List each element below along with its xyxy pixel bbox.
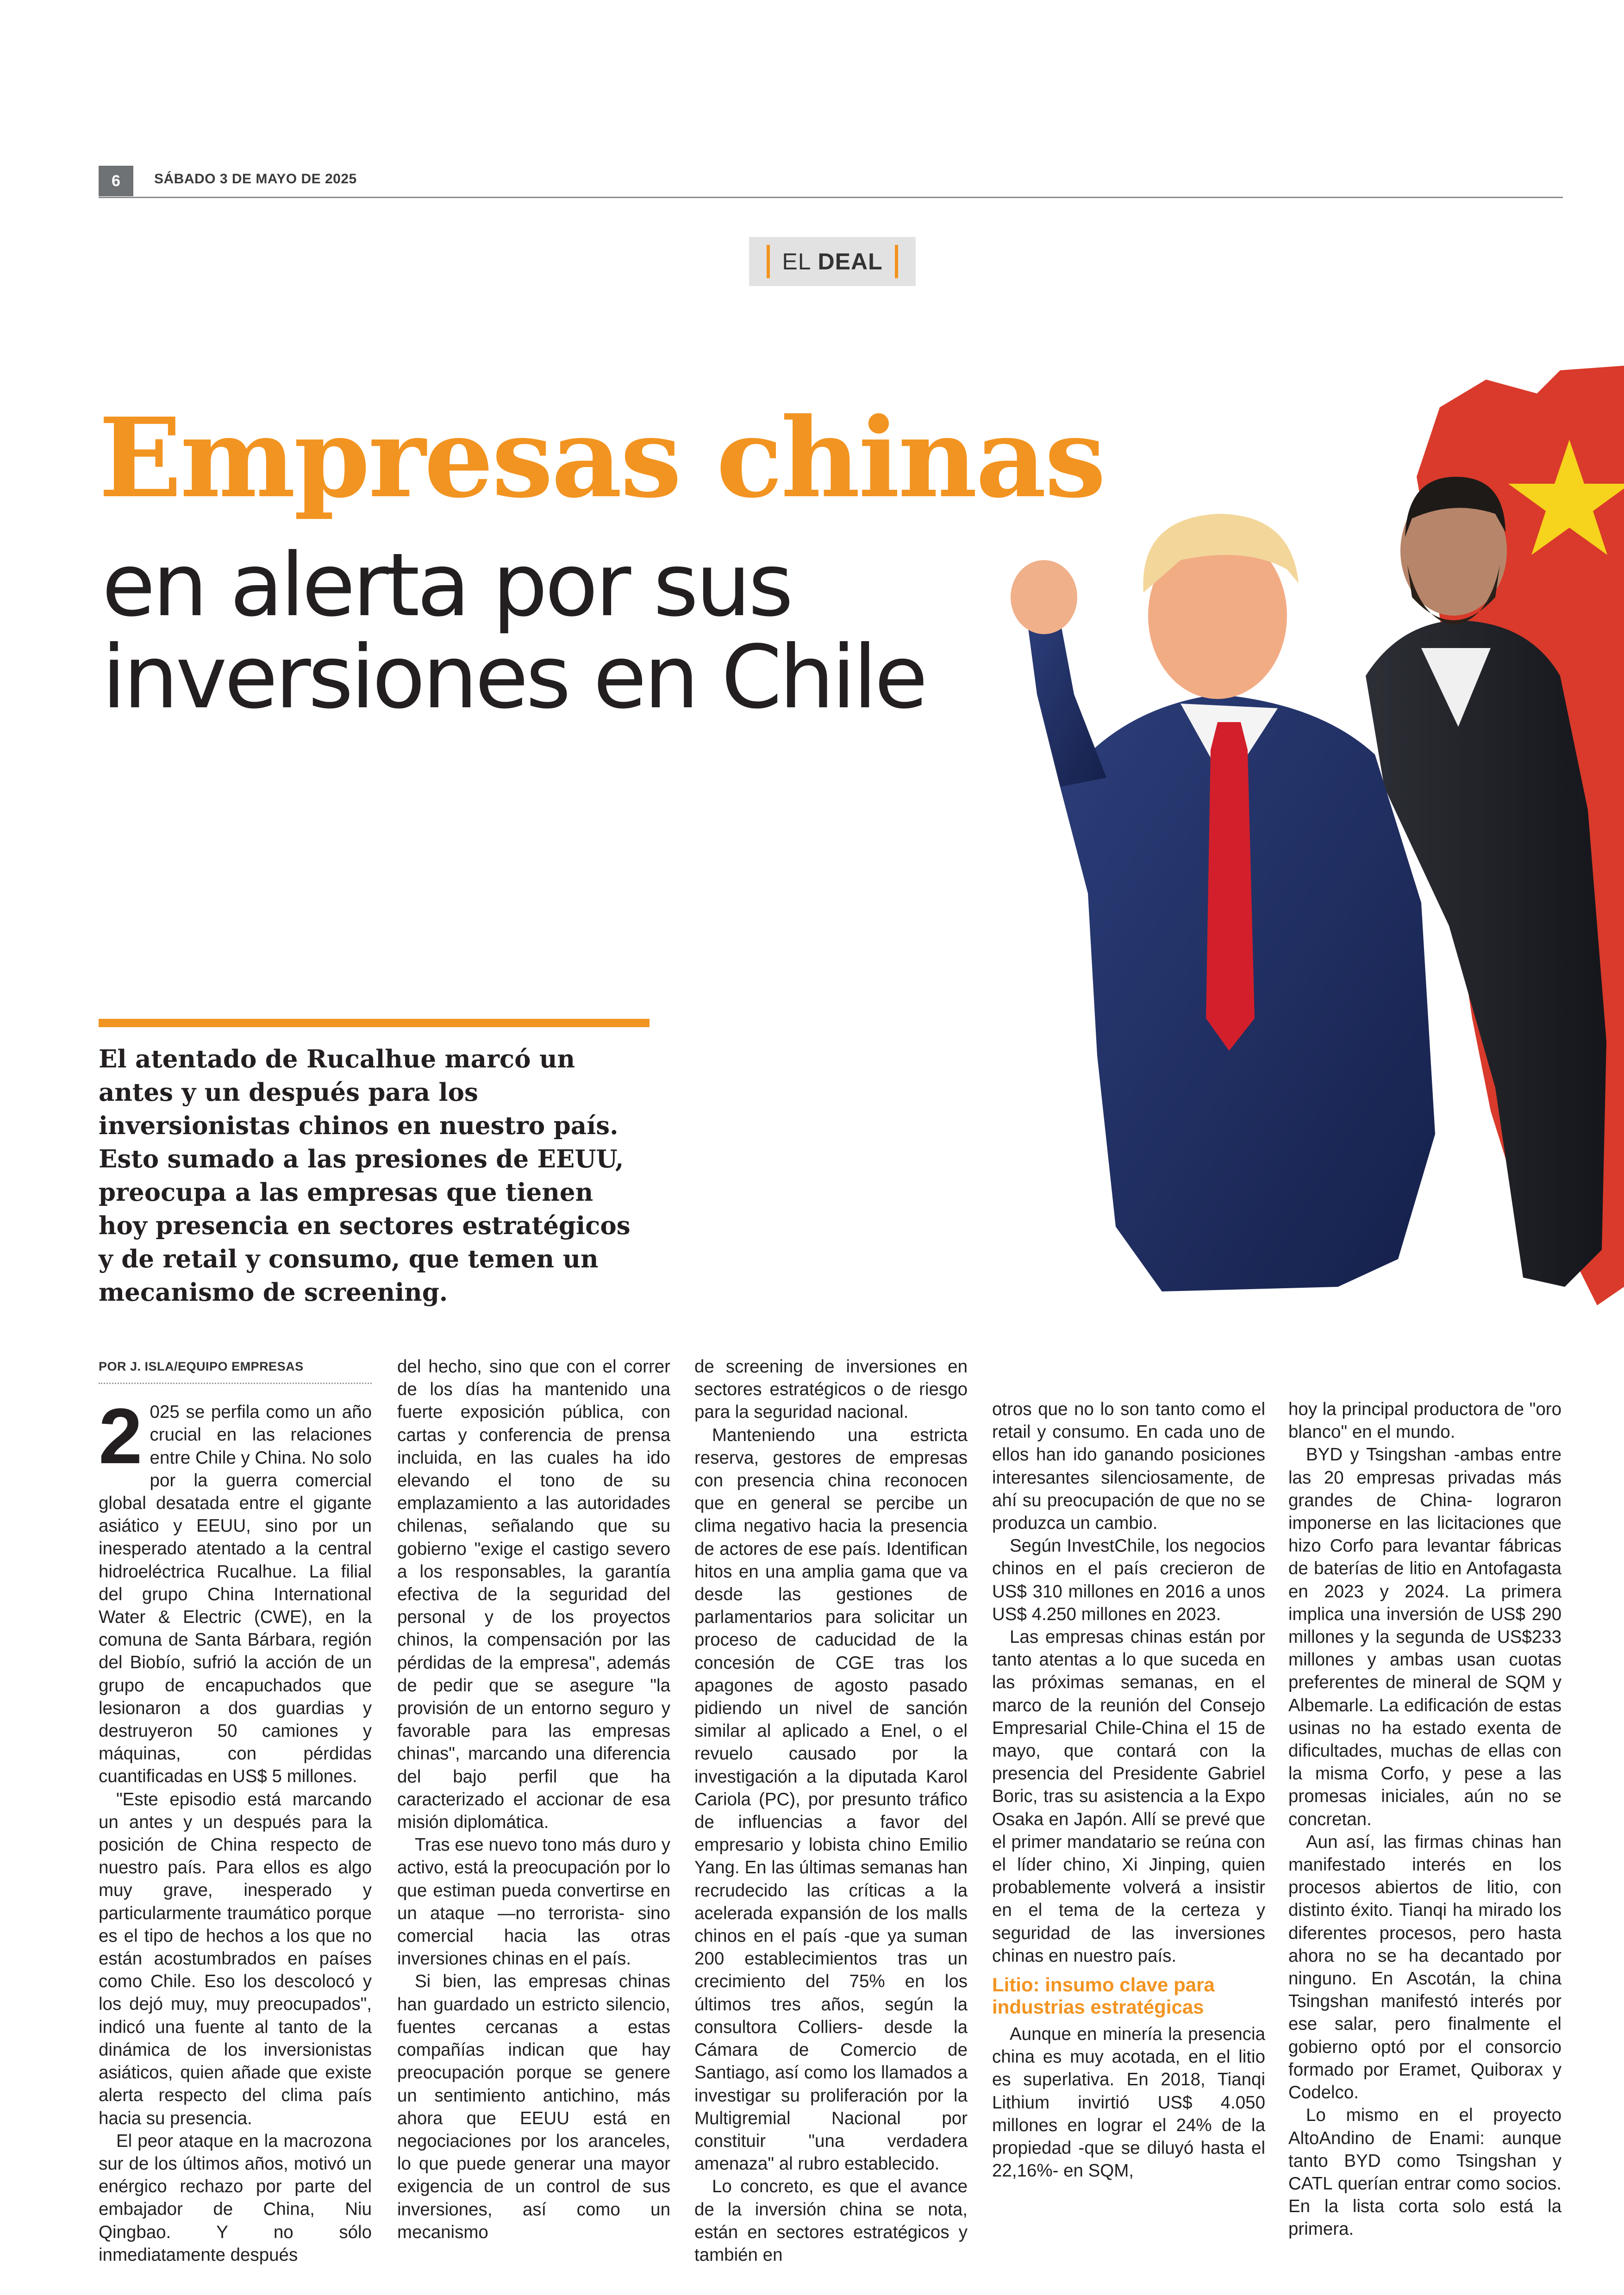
paragraph: Las empresas chinas están por tanto atentas a lo que suceda en las próximas semanas, en el marco de la reunión del Consejo Empresarial Chile-China el 15 de mayo, que contará con la presencia del Presidente Gabriel Boric, tras su asistencia a la Expo Osaka en Japón. Allí se prevé que el primer mandatario se reúna con el líder chino, Xi Jinping, quien probablemente volverá a insistir en el tema de la certeza y seguridad de las inversiones chinas en nuestro país.: [992, 1627, 1265, 1966]
drop-cap: 2: [99, 1392, 143, 1481]
paragraph: de screening de inversiones en sectores estratégicos o de riesgo para la seguridad nacional.: [694, 1357, 968, 1422]
paragraph: "Este episodio está marcando un antes y un después para la posición de China respecto de nuestro país. Para ellos es algo muy grave, inesperado y particularmente traumático porque es el tipo de hechos a los que no están acostumbrados en países como Chile. Eso los descolocó y los dejó muy, muy preocupados", indicó una fuente al tanto de la dinámica de los inversionistas asiáticos, quien añade que existe alerta respecto del clima país hacia su presencia.: [99, 1789, 372, 2128]
article-column-4: [992, 1398, 1265, 2183]
first-paragraph: [99, 1392, 372, 1788]
red-tie: [1206, 722, 1255, 1051]
paragraph: Lo mismo en el proyecto AltoAndino de Enami: aunque tanto BYD como Tsingshan y CATL querían entrar como socios. En la lista corta solo está la primera.: [1288, 2105, 1562, 2239]
paragraph: Aun así, las firmas chinas han manifestado interés en los procesos abiertos de litio, con distinto éxito. Tianqi ha mirado los diferentes procesos, pero hasta ahora no se ha decantado por ninguno. En Ascotán, la china Tsingshan manifestó interés por ese salar, pero finalmente el gobierno optó por el consorcio formado por Eramet, Quiborax y Codelco.: [1288, 1832, 1562, 2103]
paragraph: hoy la principal productora de "oro blanco" en el mundo.: [1288, 1399, 1562, 1442]
lead-paragraph: El atentado de Rucalhue marcó un antes y un después para los inversionistas chinos en nuestro país. Esto sumado a las presiones de EEUU, preocupa a las empresas que tienen hoy presencia en sectores estratégicos y de retail y consumo, que temen un mecanismo de screening.: [99, 1045, 631, 1307]
article-column-3: [694, 1355, 968, 2266]
headline-sub: en alerta por sus inversiones en Chile: [102, 535, 925, 729]
issue-date: SÁBADO 3 DE MAYO DE 2025: [154, 171, 357, 187]
article-column-1: [99, 1355, 372, 2266]
paragraph: Lo concreto, es que el avance de la inversión china se nota, están en sectores estratégicos y también en: [694, 2177, 968, 2265]
section-tag: [749, 237, 916, 286]
article-column-2: [397, 1355, 670, 2244]
cover-photo: [921, 324, 1624, 1342]
byline: POR J. ISLA/EQUIPO EMPRESAS: [99, 1355, 372, 1384]
header-divider: [99, 197, 1563, 198]
first-paragraph-text: 025 se perfila como un año crucial en las relaciones entre Chile y China. No solo por la guerra comercial global desatada entre el gigante asiático y EEUU, sino por un inesperado atentado a la central hidroeléctrica Rucalhue. La filial del grupo China International Water & Electric (CWE), en la comuna de Santa Bárbara, región del Biobío, sufrió la acción de un grupo de encapuchados que lesionaron a dos guardias y destruyeron 50 camiones y máquinas, con pérdidas cuantificadas en US$ 5 millones.: [99, 1402, 372, 1787]
paragraph: del hecho, sino que con el correr de los días ha mantenido una fuerte exposición pública, con cartas y conferencia de prensa incluida, en las cuales ha ido elevando el tono de su emplazamiento a las autoridades chilenas, señalando que su gobierno "exige el castigo severo a los responsables, la garantía efectiva de la seguridad del personal y de los proyectos chinos, la compensación por las pérdidas de la empresa", además de pedir que se asegure "la provisión de un entorno seguro y favorable para las empresas chinas", marcando una diferencia del bajo perfil que ha caracterizado el accionar de esa misión diplomática.: [397, 1357, 670, 1833]
headline-main: Empresas chinas: [99, 393, 1105, 522]
paragraph: Si bien, las empresas chinas han guardado un estricto silencio, fuentes cercanas a estas compañías indican que hay preocupación porque se genere un sentimiento antichino, más ahora que EEUU está en negociaciones por los aranceles, lo que puede generar una mayor exigencia de un control de sus inversiones, así como un mecanismo: [397, 1971, 670, 2242]
first-figure-arm: [1028, 620, 1106, 787]
paragraph: BYD y Tsingshan -ambas entre las 20 empresas privadas más grandes de China- lograron imponerse en las licitaciones que hizo Corfo para levantar fábricas de baterías de litio en Antofagasta en 2023 y 2024. La primera implica una inversión de US$ 290 millones y la segunda de US$233 millones y ambas usan cuotas preferentes de mineral de SQM y Albemarle. La edificación de estas usinas no ha estado exenta de dificultades, muchas de ellas con la misma Corfo, y pese a las promesas iniciales, aún no se concretan.: [1288, 1445, 1562, 1829]
paragraph: Manteniendo una estricta reserva, gestores de empresas con presencia china reconocen que en general se percibe un clima negativo hacia la presencia de actores de ese país. Identifican hitos en una amplia gama que va desde las gestiones de parlamentarios para solicitar un proceso de caducidad de la concesión de CGE tras los apagones de agosto pasado pidiendo un nivel de sanción similar al aplicado a Enel, o el revuelo causado por la investigación a la diputada Karol Cariola (PC), por presunto tráfico de influencias a favor del empresario y lobista chino Emilio Yang. En las últimas semanas han recrudecido las críticas a la acelerada expansión de los malls chinos en el país -que ya suman 200 establecimientos tras un crecimiento del 75% en los últimos tres años, según la consultora Colliers- desde la Cámara de Comercio de Santiago, así como los llamados a investigar su proliferación por la Multigremial Nacional por constituir "una verdadera amenaza" al rubro establecido.: [694, 1425, 968, 2174]
section-name: DEAL: [818, 249, 883, 274]
subheading: Litio: insumo clave para industrias estratégicas: [992, 1974, 1215, 2018]
section-tag-bar-left: [767, 245, 770, 278]
first-figure-fist: [1011, 560, 1077, 634]
paragraph: otros que no lo son tanto como el retail y consumo. En cada uno de ellos han ido ganando posiciones interesantes silenciosamente, de ahí su preocupación de que no se produzca un cambio.: [992, 1399, 1265, 1534]
paragraph: Según InvestChile, los negocios chinos en el país crecieron de US$ 310 millones en 2016 a unos US$ 4.250 millones en 2023.: [992, 1536, 1265, 1624]
article-column-5: [1288, 1398, 1562, 2241]
lead-rule: [99, 1019, 650, 1027]
paragraph: Aunque en minería la presencia china es muy acotada, en el litio es superlativa. En 2018, Tianqi Lithium invirtió US$ 4.050 millones en lograr el 24% de la propiedad -que se diluyó hasta el 22,16%- en SQM,: [992, 2024, 1265, 2181]
section-tag-bar-right: [895, 245, 898, 278]
section-prefix: EL: [782, 249, 812, 274]
page-number: 6: [99, 166, 133, 196]
paragraph: Tras ese nuevo tono más duro y activo, está la preocupación por lo que estiman pueda convertirse en un ataque —no terrorista- sino comercial hacia las otras inversiones chinas en el país.: [397, 1835, 670, 1969]
paragraph: El peor ataque en la macrozona sur de los últimos años, motivó un enérgico rechazo por parte del embajador de China, Niu Qingbao. Y no sólo inmediatamente después: [99, 2131, 372, 2265]
